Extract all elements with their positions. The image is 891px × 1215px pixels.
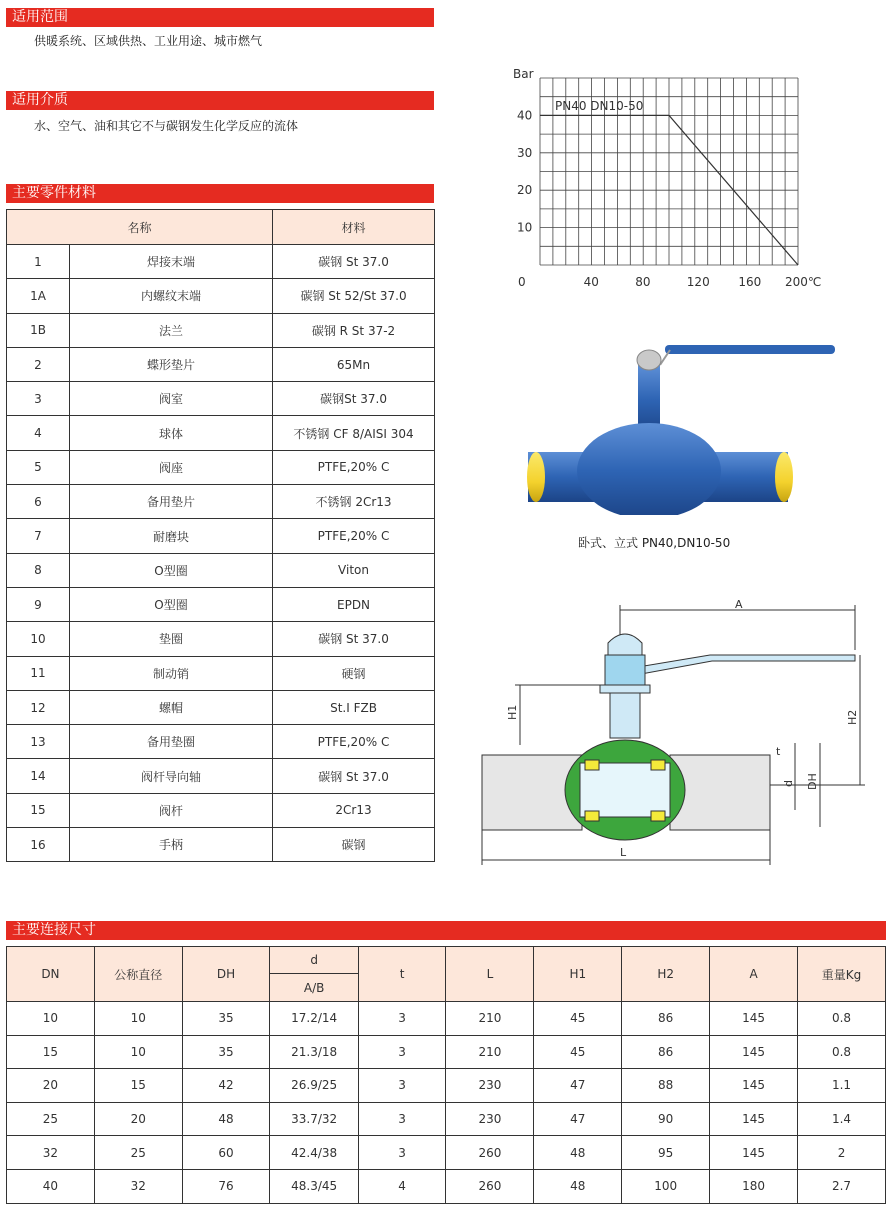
parts-cell-material: 不锈钢 2Cr13	[273, 485, 435, 519]
dims-header-d-sub: A/B	[270, 974, 358, 1002]
parts-table	[6, 209, 435, 862]
dims-cell: 145	[710, 1035, 798, 1069]
dim-t-label: t	[776, 745, 781, 758]
parts-row	[7, 656, 435, 690]
dim-h1-label: H1	[506, 704, 519, 720]
dims-cell: 3	[358, 1069, 446, 1103]
parts-cell-material: 不锈钢 CF 8/AISI 304	[273, 416, 435, 450]
valve-cross-section-drawing	[470, 595, 870, 870]
parts-cell-no: 9	[7, 587, 70, 621]
medium-title: 适用介质	[6, 91, 434, 110]
dims-cell: 230	[446, 1102, 534, 1136]
chart-annotation: PN40 DN10-50	[555, 99, 644, 113]
chart-ticks	[517, 108, 761, 289]
dims-cell: 145	[710, 1102, 798, 1136]
parts-row	[7, 690, 435, 724]
parts-cell-no: 1A	[7, 279, 70, 313]
parts-cell-material: St.I FZB	[273, 690, 435, 724]
parts-row	[7, 450, 435, 484]
dims-cell: 60	[182, 1136, 270, 1170]
dims-cell: 260	[446, 1169, 534, 1203]
parts-cell-name: 内螺纹末端	[70, 279, 273, 313]
dims-cell: 21.3/18	[270, 1035, 358, 1069]
valve-handle	[665, 345, 835, 354]
parts-cell-name: 手柄	[70, 828, 273, 862]
dims-cell: 40	[7, 1169, 95, 1203]
parts-cell-material: 硬钢	[273, 656, 435, 690]
parts-cell-name: 法兰	[70, 313, 273, 347]
dims-header-t: t	[358, 947, 446, 1002]
drawing-stem	[610, 693, 640, 738]
dims-cell: 0.8	[798, 1002, 886, 1036]
dims-cell: 35	[182, 1035, 270, 1069]
dims-row	[7, 1136, 886, 1170]
parts-row	[7, 553, 435, 587]
drawing-cap	[608, 634, 642, 655]
parts-cell-no: 4	[7, 416, 70, 450]
dims-header-nominal: 公称直径	[94, 947, 182, 1002]
dims-cell: 180	[710, 1169, 798, 1203]
chart-ylabel: Bar	[513, 67, 534, 81]
parts-cell-name: 制动销	[70, 656, 273, 690]
valve-body	[577, 423, 721, 515]
dims-cell: 76	[182, 1169, 270, 1203]
dims-cell: 3	[358, 1035, 446, 1069]
chart-ytick-label: 10	[517, 220, 533, 235]
dims-cell: 86	[622, 1035, 710, 1069]
dims-cell: 10	[94, 1035, 182, 1069]
dims-row	[7, 1102, 886, 1136]
dims-cell: 4	[358, 1169, 446, 1203]
dims-cell: 48	[182, 1102, 270, 1136]
dims-cell: 25	[94, 1136, 182, 1170]
valve-caption: 卧式、立式 PN40,DN10-50	[578, 536, 731, 550]
dims-cell: 48.3/45	[270, 1169, 358, 1203]
dims-cell: 48	[534, 1136, 622, 1170]
parts-row	[7, 347, 435, 381]
dims-row	[7, 1169, 886, 1203]
dims-cell: 2	[798, 1136, 886, 1170]
dims-cell: 86	[622, 1002, 710, 1036]
parts-cell-name: 螺帽	[70, 690, 273, 724]
dims-cell: 260	[446, 1136, 534, 1170]
dims-cell: 45	[534, 1002, 622, 1036]
dims-cell: 90	[622, 1102, 710, 1136]
parts-cell-name: 蝶形垫片	[70, 347, 273, 381]
dims-cell: 42	[182, 1069, 270, 1103]
dims-cell: 1.1	[798, 1069, 886, 1103]
parts-cell-name: O型圈	[70, 587, 273, 621]
dims-header-weight: 重量Kg	[798, 947, 886, 1002]
parts-cell-name: 备用垫圈	[70, 725, 273, 759]
parts-row	[7, 416, 435, 450]
parts-cell-no: 14	[7, 759, 70, 793]
parts-cell-no: 8	[7, 553, 70, 587]
dims-row	[7, 1069, 886, 1103]
scope-title: 适用范围	[6, 8, 434, 27]
dims-cell: 3	[358, 1002, 446, 1036]
dims-header-dh: DH	[182, 947, 270, 1002]
dims-cell: 145	[710, 1069, 798, 1103]
scope-text: 供暖系统、区域供热、工业用途、城市燃气	[34, 34, 263, 48]
dims-table	[6, 946, 886, 1204]
parts-cell-name: 阀杆	[70, 793, 273, 827]
parts-cell-no: 6	[7, 485, 70, 519]
parts-cell-material: PTFE,20% C	[273, 450, 435, 484]
parts-cell-no: 16	[7, 828, 70, 862]
parts-row	[7, 828, 435, 862]
dims-cell: 15	[7, 1035, 95, 1069]
parts-cell-no: 3	[7, 382, 70, 416]
parts-row	[7, 485, 435, 519]
parts-row	[7, 519, 435, 553]
parts-cell-material: 碳钢St 37.0	[273, 382, 435, 416]
parts-cell-material: PTFE,20% C	[273, 519, 435, 553]
parts-cell-no: 5	[7, 450, 70, 484]
dims-cell: 42.4/38	[270, 1136, 358, 1170]
parts-cell-material: EPDN	[273, 587, 435, 621]
parts-cell-name: 耐磨块	[70, 519, 273, 553]
chart-xtick-label: 160	[738, 275, 762, 289]
dims-cell: 3	[358, 1102, 446, 1136]
dims-cell: 25	[7, 1102, 95, 1136]
dims-row	[7, 1002, 886, 1036]
dims-cell: 210	[446, 1002, 534, 1036]
parts-cell-material: 碳钢	[273, 828, 435, 862]
dims-cell: 88	[622, 1069, 710, 1103]
parts-cell-name: 阀座	[70, 450, 273, 484]
parts-cell-no: 2	[7, 347, 70, 381]
parts-cell-material: 碳钢 St 37.0	[273, 759, 435, 793]
parts-row	[7, 245, 435, 279]
valve-illustration	[520, 335, 840, 515]
parts-cell-name: 备用垫片	[70, 485, 273, 519]
dims-cell: 35	[182, 1002, 270, 1036]
dim-d-label: d	[782, 780, 795, 787]
dim-dh-label: DH	[806, 773, 819, 790]
dims-cell: 145	[710, 1136, 798, 1170]
valve-weld-end-left	[527, 452, 545, 502]
dims-header-dn: DN	[7, 947, 95, 1002]
dims-cell: 32	[7, 1136, 95, 1170]
chart-xtick-label: 0	[518, 275, 526, 289]
dims-cell: 20	[94, 1102, 182, 1136]
parts-cell-no: 13	[7, 725, 70, 759]
parts-cell-name: 垫圈	[70, 622, 273, 656]
parts-cell-material: 65Mn	[273, 347, 435, 381]
dims-cell: 3	[358, 1136, 446, 1170]
dims-cell: 32	[94, 1169, 182, 1203]
dims-cell: 45	[534, 1035, 622, 1069]
valve-nut	[637, 350, 661, 370]
parts-row	[7, 382, 435, 416]
dims-cell: 230	[446, 1069, 534, 1103]
parts-row	[7, 279, 435, 313]
parts-cell-material: 碳钢 R St 37-2	[273, 313, 435, 347]
parts-cell-material: 碳钢 St 37.0	[273, 245, 435, 279]
dims-cell: 26.9/25	[270, 1069, 358, 1103]
parts-cell-name: 球体	[70, 416, 273, 450]
dims-row	[7, 1035, 886, 1069]
parts-cell-material: 碳钢 St 37.0	[273, 622, 435, 656]
parts-row	[7, 793, 435, 827]
parts-row	[7, 313, 435, 347]
dims-cell: 100	[622, 1169, 710, 1203]
dims-cell: 33.7/32	[270, 1102, 358, 1136]
dims-cell: 15	[94, 1069, 182, 1103]
chart-xtick-label: 40	[583, 275, 599, 289]
parts-cell-material: Viton	[273, 553, 435, 587]
valve-weld-end-right	[775, 452, 793, 502]
dim-a-label: A	[735, 598, 743, 611]
drawing-handle	[620, 655, 855, 677]
parts-cell-no: 1	[7, 245, 70, 279]
dim-h2-label: H2	[846, 709, 859, 725]
parts-cell-name: 阀杆导向轴	[70, 759, 273, 793]
dim-l-label: L	[620, 846, 627, 859]
pressure-temperature-chart	[505, 60, 835, 290]
dims-header-h2: H2	[622, 947, 710, 1002]
parts-cell-name: O型圈	[70, 553, 273, 587]
parts-cell-material: 2Cr13	[273, 793, 435, 827]
parts-row	[7, 587, 435, 621]
chart-ytick-label: 40	[517, 108, 533, 123]
dims-cell: 2.7	[798, 1169, 886, 1203]
dims-cell: 95	[622, 1136, 710, 1170]
dims-header-a: A	[710, 947, 798, 1002]
parts-cell-name: 焊接末端	[70, 245, 273, 279]
dims-header-d: d	[270, 947, 358, 974]
dims-cell: 47	[534, 1069, 622, 1103]
dims-cell: 17.2/14	[270, 1002, 358, 1036]
parts-row	[7, 759, 435, 793]
chart-ytick-label: 30	[517, 145, 533, 160]
parts-cell-material: 碳钢 St 52/St 37.0	[273, 279, 435, 313]
dims-cell: 10	[94, 1002, 182, 1036]
dims-cell: 145	[710, 1002, 798, 1036]
dims-title: 主要连接尺寸	[6, 921, 886, 940]
parts-cell-name: 阀室	[70, 382, 273, 416]
medium-text: 水、空气、油和其它不与碳钢发生化学反应的流体	[34, 119, 299, 133]
parts-cell-no: 1B	[7, 313, 70, 347]
parts-cell-no: 7	[7, 519, 70, 553]
parts-cell-no: 15	[7, 793, 70, 827]
dims-cell: 47	[534, 1102, 622, 1136]
dims-cell: 0.8	[798, 1035, 886, 1069]
dims-cell: 1.4	[798, 1102, 886, 1136]
chart-ytick-label: 20	[517, 183, 533, 198]
dims-cell: 210	[446, 1035, 534, 1069]
dims-cell: 20	[7, 1069, 95, 1103]
parts-cell-no: 12	[7, 690, 70, 724]
parts-cell-no: 11	[7, 656, 70, 690]
parts-cell-no: 10	[7, 622, 70, 656]
dims-cell: 10	[7, 1002, 95, 1036]
chart-xunit: 200℃	[785, 275, 822, 289]
dims-header-h1: H1	[534, 947, 622, 1002]
parts-title: 主要零件材料	[6, 184, 434, 203]
dims-header-l: L	[446, 947, 534, 1002]
dims-cell: 48	[534, 1169, 622, 1203]
parts-header-name: 名称	[7, 210, 273, 245]
parts-cell-material: PTFE,20% C	[273, 725, 435, 759]
parts-header-material: 材料	[273, 210, 435, 245]
parts-row	[7, 622, 435, 656]
chart-xtick-label: 120	[686, 275, 710, 289]
parts-row	[7, 725, 435, 759]
chart-xtick-label: 80	[635, 275, 651, 289]
